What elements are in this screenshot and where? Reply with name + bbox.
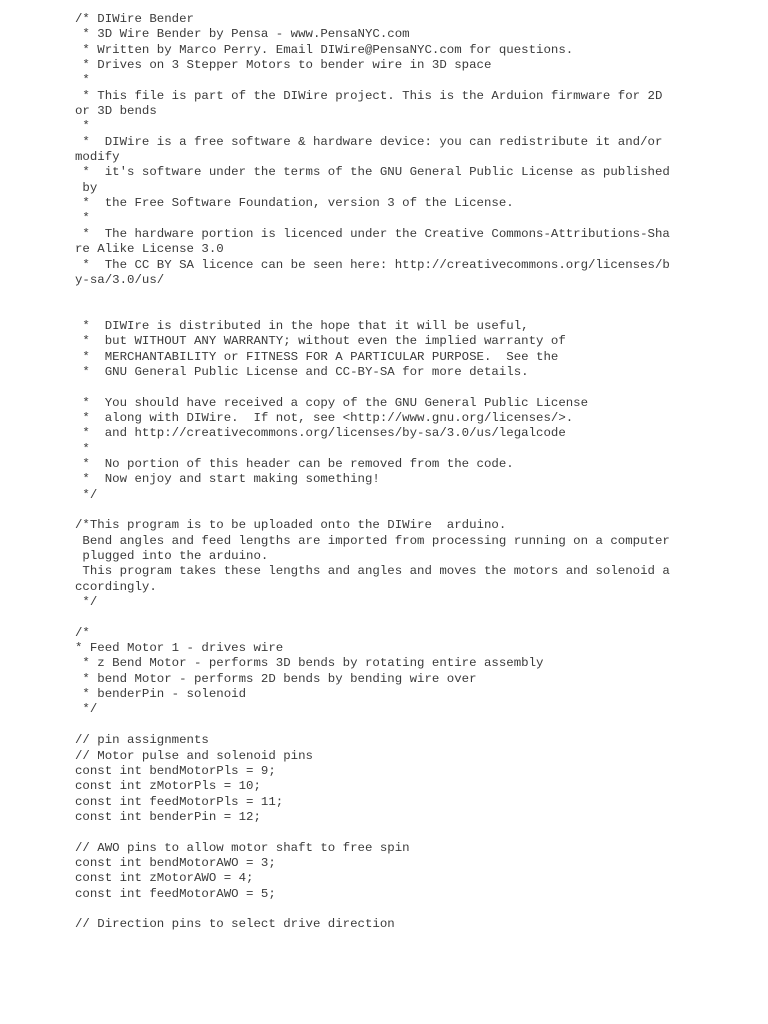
code-line: * DIWire is a free software & hardware device: you can redistribute it and/or	[75, 134, 663, 149]
code-line: This program takes these lengths and angles and moves the motors and solenoid a	[75, 564, 670, 579]
code-line: const int feedMotorAWO = 5;	[75, 886, 276, 901]
code-line: * The hardware portion is licenced under the Creative Commons-Attributions-Sha	[75, 226, 670, 241]
code-line	[75, 503, 755, 518]
code-line	[75, 825, 755, 840]
code-line: * z Bend Motor - performs 3D bends by rotating entire assembly	[75, 656, 544, 671]
code-line: */	[75, 595, 98, 610]
code-line: * This file is part of the DIWire project. This is the Arduion firmware for 2D	[75, 88, 663, 103]
code-line: * You should have received a copy of the GNU General Public License	[75, 395, 589, 410]
code-line: const int bendMotorPls = 9;	[75, 763, 276, 778]
code-line: modify	[75, 150, 120, 165]
code-line: // AWO pins to allow motor shaft to free spin	[75, 840, 410, 855]
code-line	[75, 288, 755, 303]
code-line	[75, 902, 755, 917]
code-line: /*	[75, 625, 90, 640]
code-line: re Alike License 3.0	[75, 242, 224, 257]
code-line: * Drives on 3 Stepper Motors to bender wire in 3D space	[75, 58, 492, 73]
code-line: * the Free Software Foundation, version 3 of the License.	[75, 196, 514, 211]
code-line: // pin assignments	[75, 733, 209, 748]
code-line: * along with DIWire. If not, see <http://www.gnu.org/licenses/>.	[75, 410, 574, 425]
code-line: * but WITHOUT ANY WARRANTY; without even the implied warranty of	[75, 334, 566, 349]
code-line: const int zMotorAWO = 4;	[75, 871, 254, 886]
code-line: *	[75, 441, 90, 456]
code-line: */	[75, 487, 98, 502]
code-line: const int feedMotorPls = 11;	[75, 794, 284, 809]
code-line: * Now enjoy and start making something!	[75, 472, 380, 487]
code-line: * GNU General Public License and CC-BY-SA for more details.	[75, 364, 529, 379]
code-line: const int bendMotorAWO = 3;	[75, 855, 276, 870]
code-line: const int zMotorPls = 10;	[75, 779, 261, 794]
code-line: * 3D Wire Bender by Pensa - www.PensaNYC.com	[75, 27, 410, 42]
code-line: plugged into the arduino.	[75, 549, 269, 564]
code-line	[75, 718, 755, 733]
code-line: * and http://creativecommons.org/licenses/by-sa/3.0/us/legalcode	[75, 426, 566, 441]
code-line: * No portion of this header can be removed from the code.	[75, 456, 514, 471]
code-line: * MERCHANTABILITY or FITNESS FOR A PARTICULAR PURPOSE. See the	[75, 349, 559, 364]
code-line: Bend angles and feed lengths are imported from processing running on a computer	[75, 533, 670, 548]
code-line: by	[75, 180, 98, 195]
code-line: y-sa/3.0/us/	[75, 272, 165, 287]
code-line: * DIWIre is distributed in the hope that it will be useful,	[75, 318, 529, 333]
code-line	[75, 380, 755, 395]
code-line: */	[75, 702, 98, 717]
code-line	[75, 610, 755, 625]
code-line: /*This program is to be uploaded onto the DIWire arduino.	[75, 518, 507, 533]
code-line: *	[75, 211, 90, 226]
code-line: * it's software under the terms of the GNU General Public License as published	[75, 165, 670, 180]
code-line: or 3D bends	[75, 104, 157, 119]
code-line: ccordingly.	[75, 579, 157, 594]
code-line: // Direction pins to select drive direction	[75, 917, 395, 932]
code-line: * The CC BY SA licence can be seen here: http://creativecommons.org/licenses/b	[75, 257, 670, 272]
code-line: * Written by Marco Perry. Email DIWire@PensaNYC.com for questions.	[75, 42, 574, 57]
code-line: * benderPin - solenoid	[75, 687, 247, 702]
code-line	[75, 304, 755, 319]
code-line: // Motor pulse and solenoid pins	[75, 748, 313, 763]
source-code-listing	[75, 12, 755, 933]
code-line: *	[75, 119, 90, 134]
code-line: *	[75, 73, 90, 88]
code-line: /* DIWire Bender	[75, 12, 194, 26]
code-line: * Feed Motor 1 - drives wire	[75, 641, 284, 656]
code-line: const int benderPin = 12;	[75, 809, 261, 824]
code-line: * bend Motor - performs 2D bends by bending wire over	[75, 671, 477, 686]
